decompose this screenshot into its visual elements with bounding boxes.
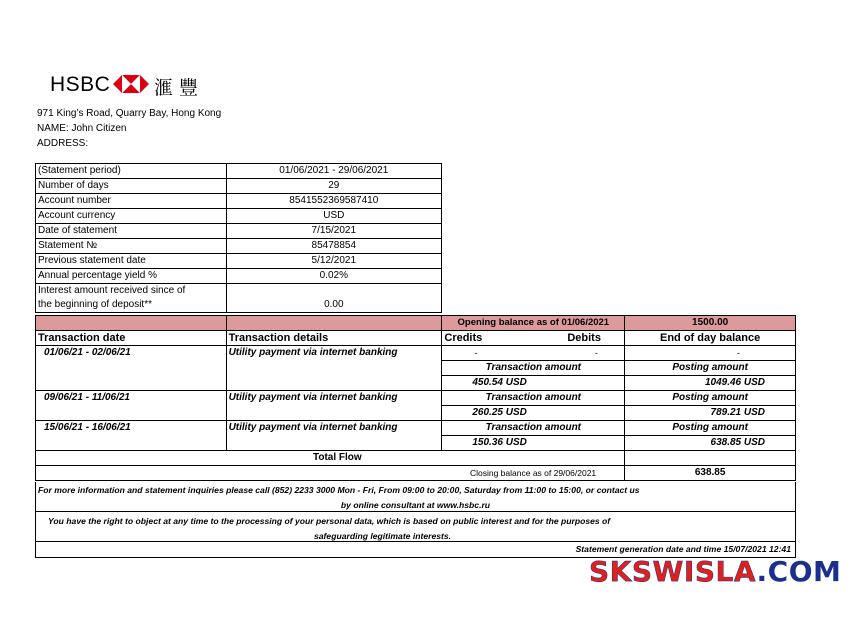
summary-row (36, 179, 442, 194)
summary-row (36, 239, 442, 254)
credit-debit-dash: - - (442, 346, 625, 361)
transaction-amount: 450.54 USD (442, 376, 625, 391)
col-end-of-day-balance: End of day balance (625, 331, 796, 346)
posting-amount-label: Posting amount (625, 421, 796, 436)
transaction-amount: 150.36 USD (442, 436, 625, 451)
col-transaction-details: Transaction details (226, 331, 442, 346)
summary-value: 85478854 (226, 239, 441, 254)
summary-value: 29 (226, 179, 441, 194)
summary-row (36, 224, 442, 239)
summary-label: (Statement period) (36, 164, 227, 179)
summary-value: 7/15/2021 (226, 224, 441, 239)
transaction-amount-label: Transaction amount (442, 391, 625, 406)
address-label: ADDRESS: (37, 138, 89, 149)
contact-info-box (35, 482, 796, 512)
summary-label: Account number (36, 194, 227, 209)
col-debits: Debits (567, 332, 601, 344)
table-row (36, 421, 796, 436)
table-row (36, 346, 796, 361)
posting-amount: 638.85 USD (625, 436, 796, 451)
contact-line-1: For more information and statement inquiries please call (852) 2233 3000 Mon - Fri, From 09:00 to 20:00, Saturday from 11:00 to 15:00, or contact us (38, 485, 640, 495)
summary-row (36, 209, 442, 224)
privacy-notice-box (35, 512, 796, 542)
watermark-part2: .COM (756, 555, 842, 588)
bank-address: 971 King’s Road, Quarry Bay, Hong Kong (37, 108, 222, 119)
eod-dash: - (625, 346, 796, 361)
col-credits-debits (442, 331, 625, 346)
posting-amount-label: Posting amount (625, 361, 796, 376)
interest-label (36, 284, 227, 313)
transaction-date: 09/06/21 - 11/06/21 (36, 391, 227, 421)
interest-value: 0.00 (226, 284, 441, 313)
posting-amount: 789.21 USD (625, 406, 796, 421)
transaction-details: Utility payment via internet banking (226, 421, 442, 451)
summary-value: 5/12/2021 (226, 254, 441, 269)
watermark (589, 555, 841, 588)
transaction-amount-label: Transaction amount (442, 421, 625, 436)
summary-label: Statement № (36, 239, 227, 254)
summary-value: 0.02% (226, 269, 441, 284)
col-credits: Credits (444, 332, 483, 344)
summary-row (36, 254, 442, 269)
posting-amount: 1049.46 USD (625, 376, 796, 391)
summary-label: Date of statement (36, 224, 227, 239)
posting-amount-label: Posting amount (625, 391, 796, 406)
transaction-amount: 260.25 USD (442, 406, 625, 421)
summary-label: Annual percentage yield % (36, 269, 227, 284)
rights-line-1: You have the right to object at any time to the processing of your personal data, which is based on public interest and for the purposes of (48, 516, 611, 526)
statement-generation-date: Statement generation date and time 15/07/2021 12:41 (575, 544, 791, 554)
customer-name: NAME: John Citizen (37, 123, 127, 134)
summary-value: 01/06/2021 - 29/06/2021 (226, 164, 441, 179)
summary-row (36, 269, 442, 284)
summary-row (36, 194, 442, 209)
watermark-part1: SKSWISLA (589, 555, 757, 588)
transaction-date: 01/06/21 - 02/06/21 (36, 346, 227, 391)
bank-name: HSBC (50, 73, 111, 96)
col-transaction-date: Transaction date (36, 331, 227, 346)
closing-label: Closing balance as of 29/06/2021 (442, 466, 625, 481)
total-flow-label: Total Flow (36, 451, 625, 466)
summary-value: 8541552369587410 (226, 194, 441, 209)
opening-row (36, 316, 796, 331)
bank-name-chinese: 滙 豐 (154, 77, 199, 99)
interest-label-line2: the beginning of deposit** (38, 299, 152, 310)
hsbc-hexagon-logo-icon (113, 75, 149, 93)
closing-balance: 638.85 (625, 466, 796, 481)
transaction-date: 15/06/21 - 16/06/21 (36, 421, 227, 451)
transaction-amount-label: Transaction amount (442, 361, 625, 376)
column-header-row (36, 331, 796, 346)
opening-balance: 1500.00 (625, 316, 796, 331)
summary-label: Account currency (36, 209, 227, 224)
total-flow-row (36, 451, 796, 466)
interest-row (36, 284, 442, 313)
summary-label: Previous statement date (36, 254, 227, 269)
closing-row (36, 466, 796, 481)
summary-table (35, 163, 442, 313)
transaction-details: Utility payment via internet banking (226, 391, 442, 421)
rights-line-2: safeguarding legitimate interests. (314, 531, 452, 541)
table-row (36, 391, 796, 406)
transaction-details: Utility payment via internet banking (226, 346, 442, 391)
interest-label-line1: Interest amount received since of (38, 285, 186, 296)
transactions-table (35, 315, 796, 481)
summary-label: Number of days (36, 179, 227, 194)
contact-line-2: by online consultant at www.hsbc.ru (340, 500, 491, 510)
opening-label: Opening balance as of 01/06/2021 (442, 316, 625, 331)
summary-value: USD (226, 209, 441, 224)
summary-row (36, 164, 442, 179)
